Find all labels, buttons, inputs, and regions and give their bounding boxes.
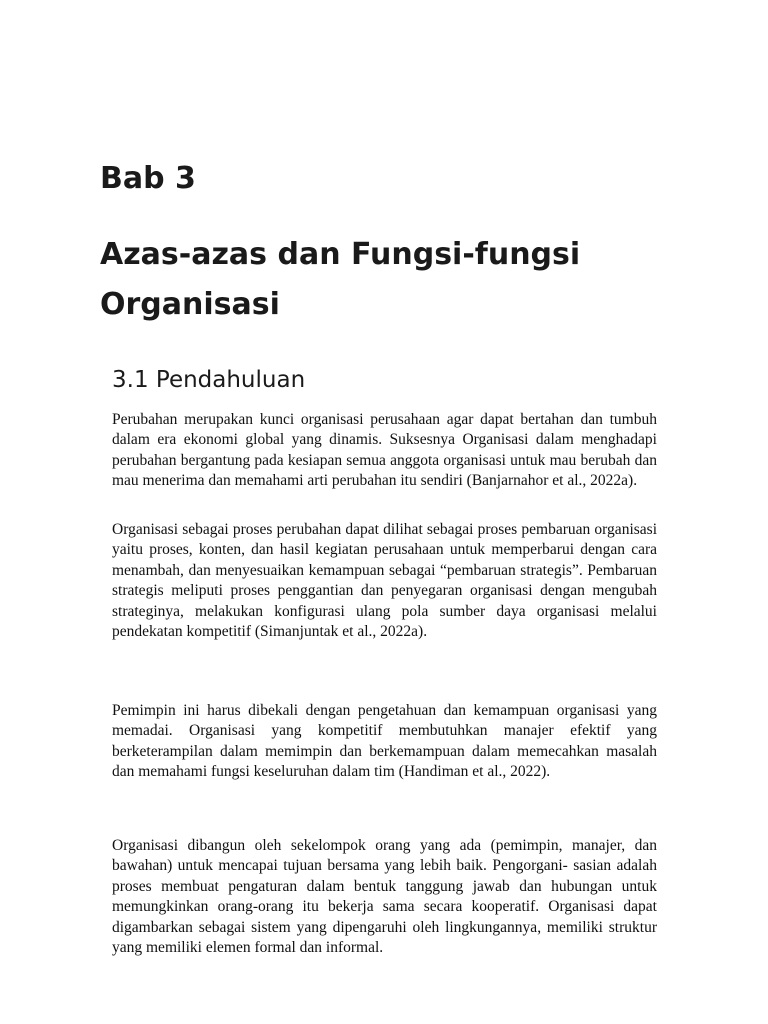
- section-heading: 3.1 Pendahuluan: [112, 367, 306, 393]
- body-paragraph-3: Pemimpin ini harus dibekali dengan pengetahuan dan kemampuan organisasi yang memadai. Organisasi yang kompetitif membutuhkan manajer efektif yang berketerampilan dalam memimpin dan berkemampuan dalam memecahkan masalah dan memahami fungsi keseluruhan dalam tim (Handiman et al., 2022).: [112, 702, 657, 781]
- body-paragraph-1: Perubahan merupakan kunci organisasi perusahaan agar dapat bertahan dan tumbuh dalam era ekonomi global yang dinamis. Suksesnya Organisasi dalam menghadapi perubahan bergantung pada kesiapan semua anggota organisasi untuk mau berubah dan mau menerima dan memahami arti perubahan itu sendiri (Banjarnahor et al., 2022a).: [112, 411, 657, 490]
- chapter-title: Azas-azas dan Fungsi-fungsi Organisasi: [100, 237, 581, 322]
- body-paragraph-2: Organisasi sebagai proses perubahan dapat dilihat sebagai proses pembaruan organisasi yaitu proses, konten, dan hasil kegiatan perusahaan untuk memperbarui dengan cara menambah, dan menyesuaikan kemampuan sebagai “pembaruan strategis”. Pembaruan strategis meliputi proses penggantian dan penyegaran organisasi dengan mengubah strateginya, melakukan konfigurasi ulang pola sumber daya organisasi melalui pendekatan kompetitif (Simanjuntak et al., 2022a).: [112, 521, 657, 641]
- body-paragraph-4: Organisasi dibangun oleh sekelompok orang yang ada (pemimpin, manajer, dan bawahan) untuk mencapai tujuan bersama yang lebih baik. Pengorgani- sasian adalah proses membuat pengaturan dalam bentuk tanggung jawab dan hubungan untuk memungkinkan orang-orang itu bekerja sama secara kooperatif. Organisasi dapat digambarkan sebagai sistem yang dipengaruhi oleh lingkungannya, memiliki struktur yang memiliki elemen formal dan informal.: [112, 837, 657, 957]
- chapter-label: Bab 3: [100, 161, 196, 196]
